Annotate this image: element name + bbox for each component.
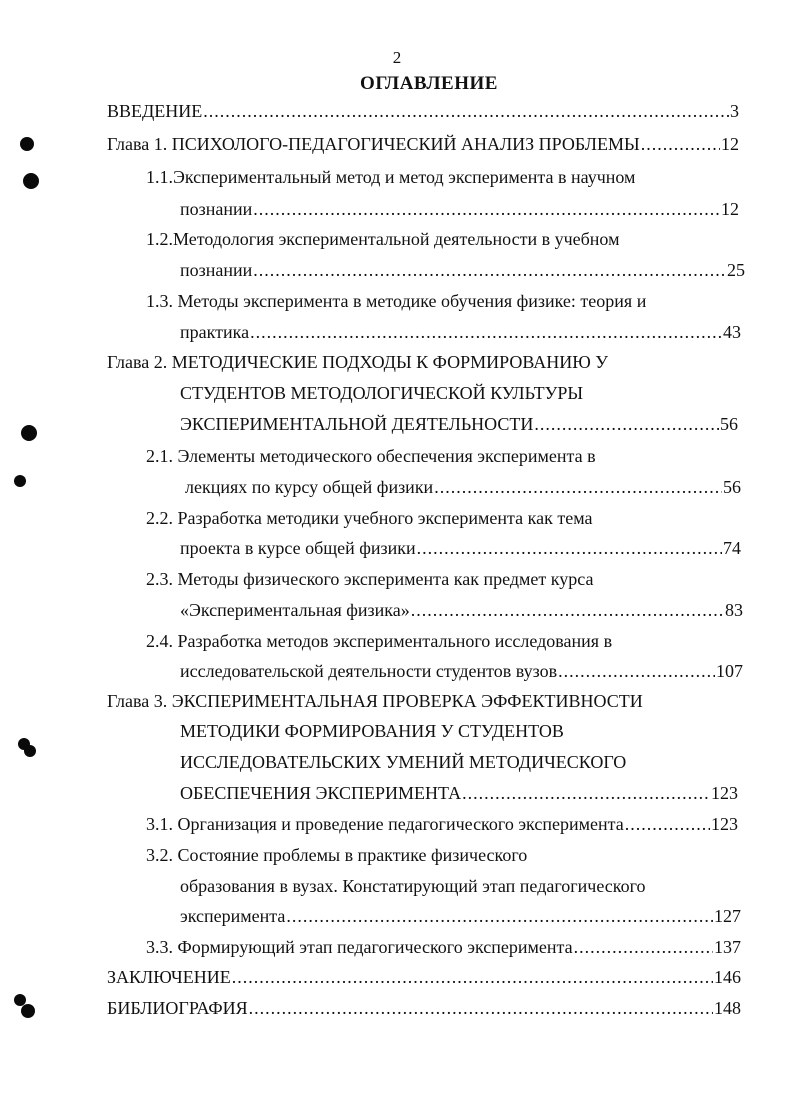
toc-entry-text: образования в вузах. Констатирующий этап педагогического <box>180 876 646 896</box>
toc-page-number: 12 <box>721 199 739 219</box>
toc-entry-2-2-line1 <box>146 505 592 531</box>
binder-hole-6 <box>24 745 36 757</box>
toc-title: ОГЛАВЛЕНИЕ <box>360 73 498 94</box>
toc-entry-text: Глава 1. ПСИХОЛОГО-ПЕДАГОГИЧЕСКИЙ АНАЛИЗ ПРОБЛЕМЫ <box>107 134 640 154</box>
page-number: 2 <box>392 48 402 67</box>
toc-entry-text: БИБЛИОГРАФИЯ <box>107 998 248 1018</box>
toc-entry-chapter-3-line1 <box>107 688 643 714</box>
toc-entry-text: ОБЕСПЕЧЕНИЯ ЭКСПЕРИМЕНТА <box>180 783 462 803</box>
toc-leader-dots <box>641 131 720 157</box>
toc-entry-text: проекта в курсе общей физики <box>180 538 416 558</box>
toc-entry-1-2-line2 <box>180 257 745 283</box>
toc-entry-text: 1.1.Экспериментальный метод и метод эксперимента в научном <box>146 167 636 187</box>
toc-entry-text: 2.1. Элементы методического обеспечения эксперимента в <box>146 446 596 466</box>
toc-entry-text: Глава 2. МЕТОДИЧЕСКИЕ ПОДХОДЫ К ФОРМИРОВАНИЮ У <box>107 352 608 372</box>
toc-page-number: 123 <box>711 814 738 834</box>
toc-entry-3-1 <box>146 811 738 837</box>
binder-hole-8 <box>21 1004 35 1018</box>
toc-entry-text: 1.3. Методы эксперимента в методике обучения физике: теория и <box>146 291 647 311</box>
toc-leader-dots <box>558 658 715 684</box>
toc-page-number: 146 <box>714 967 741 987</box>
toc-page-number: 137 <box>714 937 741 957</box>
toc-entry-text: 2.2. Разработка методики учебного эксперимента как тема <box>146 508 593 528</box>
toc-entry-text: МЕТОДИКИ ФОРМИРОВАНИЯ У СТУДЕНТОВ <box>180 721 564 741</box>
toc-leader-dots <box>250 319 722 345</box>
toc-entry-text: 2.4. Разработка методов экспериментального исследования в <box>146 631 613 651</box>
toc-entry-text: ЗАКЛЮЧЕНИЕ <box>107 967 231 987</box>
toc-page-number: 107 <box>716 661 743 681</box>
toc-entry-chapter-2-line3 <box>180 411 738 437</box>
toc-page-number: 43 <box>723 322 741 342</box>
toc-page-number: 148 <box>714 998 741 1018</box>
toc-leader-dots <box>203 98 729 124</box>
toc-leader-dots <box>249 995 713 1021</box>
toc-entry-chapter-3-line3 <box>180 749 626 775</box>
toc-entry-text: ВВЕДЕНИЕ <box>107 101 203 121</box>
toc-entry-chapter-3-line2 <box>180 718 564 744</box>
toc-entry-1-3-line1 <box>146 288 646 314</box>
toc-leader-dots <box>434 474 722 500</box>
toc-page-number: 83 <box>725 600 743 620</box>
toc-entry-text: эксперимента <box>180 906 286 926</box>
toc-entry-text: Глава 3. ЭКСПЕРИМЕНТАЛЬНАЯ ПРОВЕРКА ЭФФЕКТИВНОСТИ <box>107 691 643 711</box>
toc-leader-dots <box>232 964 713 990</box>
toc-page-number: 74 <box>723 538 741 558</box>
binder-hole-4 <box>14 475 26 487</box>
toc-entry-intro <box>107 98 739 124</box>
toc-entry-1-1-line2 <box>180 196 739 222</box>
toc-entry-chapter-1 <box>107 131 739 157</box>
toc-entry-1-3-line2 <box>180 319 741 345</box>
toc-entry-text: «Экспериментальная физика» <box>180 600 410 620</box>
toc-entry-bibliography <box>107 995 741 1021</box>
toc-entry-2-4-line2 <box>180 658 743 684</box>
toc-entry-chapter-2-line1 <box>107 349 608 375</box>
toc-entry-1-1-line1 <box>146 164 635 190</box>
toc-entry-text: 3.3. Формирующий этап педагогического эксперимента <box>146 937 573 957</box>
toc-page-number: 3 <box>730 101 739 121</box>
toc-entry-3-3 <box>146 934 741 960</box>
toc-entry-conclusion <box>107 964 741 990</box>
binder-hole-1 <box>20 137 34 151</box>
toc-entry-chapter-3-line4 <box>180 780 738 806</box>
toc-entry-text: 1.2.Методология экспериментальной деятельности в учебном <box>146 229 620 249</box>
toc-leader-dots <box>417 535 722 561</box>
toc-entry-text: ЭКСПЕРИМЕНТАЛЬНОЙ ДЕЯТЕЛЬНОСТИ <box>180 414 534 434</box>
toc-page-number: 56 <box>720 414 738 434</box>
toc-entry-2-3-line1 <box>146 566 593 592</box>
toc-entry-text: 3.2. Состояние проблемы в практике физического <box>146 845 528 865</box>
toc-entry-2-1-line1 <box>146 443 596 469</box>
toc-entry-text: познании <box>180 260 253 280</box>
toc-entry-2-4-line1 <box>146 628 612 654</box>
toc-page-number: 12 <box>721 134 739 154</box>
toc-entry-3-2-line1 <box>146 842 527 868</box>
toc-page-number: 56 <box>723 477 741 497</box>
toc-entry-text: 2.3. Методы физического эксперимента как предмет курса <box>146 569 594 589</box>
toc-entry-text: ИССЛЕДОВАТЕЛЬСКИХ УМЕНИЙ МЕТОДИЧЕСКОГО <box>180 752 627 772</box>
toc-leader-dots <box>462 780 710 806</box>
toc-leader-dots <box>253 196 720 222</box>
toc-leader-dots <box>411 597 724 623</box>
toc-entry-2-2-line2 <box>180 535 741 561</box>
toc-entry-text: практика <box>180 322 250 342</box>
toc-leader-dots <box>625 811 710 837</box>
toc-leader-dots <box>286 903 713 929</box>
toc-page-number: 123 <box>711 783 738 803</box>
toc-page-number: 25 <box>727 260 745 280</box>
toc-entry-text: 3.1. Организация и проведение педагогического эксперимента <box>146 814 624 834</box>
toc-entry-2-1-line2 <box>185 474 741 500</box>
toc-entry-1-2-line1 <box>146 226 619 252</box>
toc-entry-chapter-2-line2 <box>180 380 583 406</box>
binder-hole-2 <box>23 173 39 189</box>
toc-leader-dots <box>534 411 719 437</box>
toc-entry-3-2-line3 <box>180 903 741 929</box>
toc-entry-text: лекциях по курсу общей физики <box>185 477 434 497</box>
toc-entry-3-2-line2 <box>180 873 646 899</box>
toc-page-number: 127 <box>714 906 741 926</box>
toc-leader-dots <box>253 257 726 283</box>
toc-leader-dots <box>574 934 713 960</box>
toc-entry-text: исследовательской деятельности студентов вузов <box>180 661 558 681</box>
binder-hole-3 <box>21 425 37 441</box>
toc-entry-text: познании <box>180 199 253 219</box>
toc-entry-2-3-line2 <box>180 597 743 623</box>
toc-entry-text: СТУДЕНТОВ МЕТОДОЛОГИЧЕСКОЙ КУЛЬТУРЫ <box>180 383 584 403</box>
